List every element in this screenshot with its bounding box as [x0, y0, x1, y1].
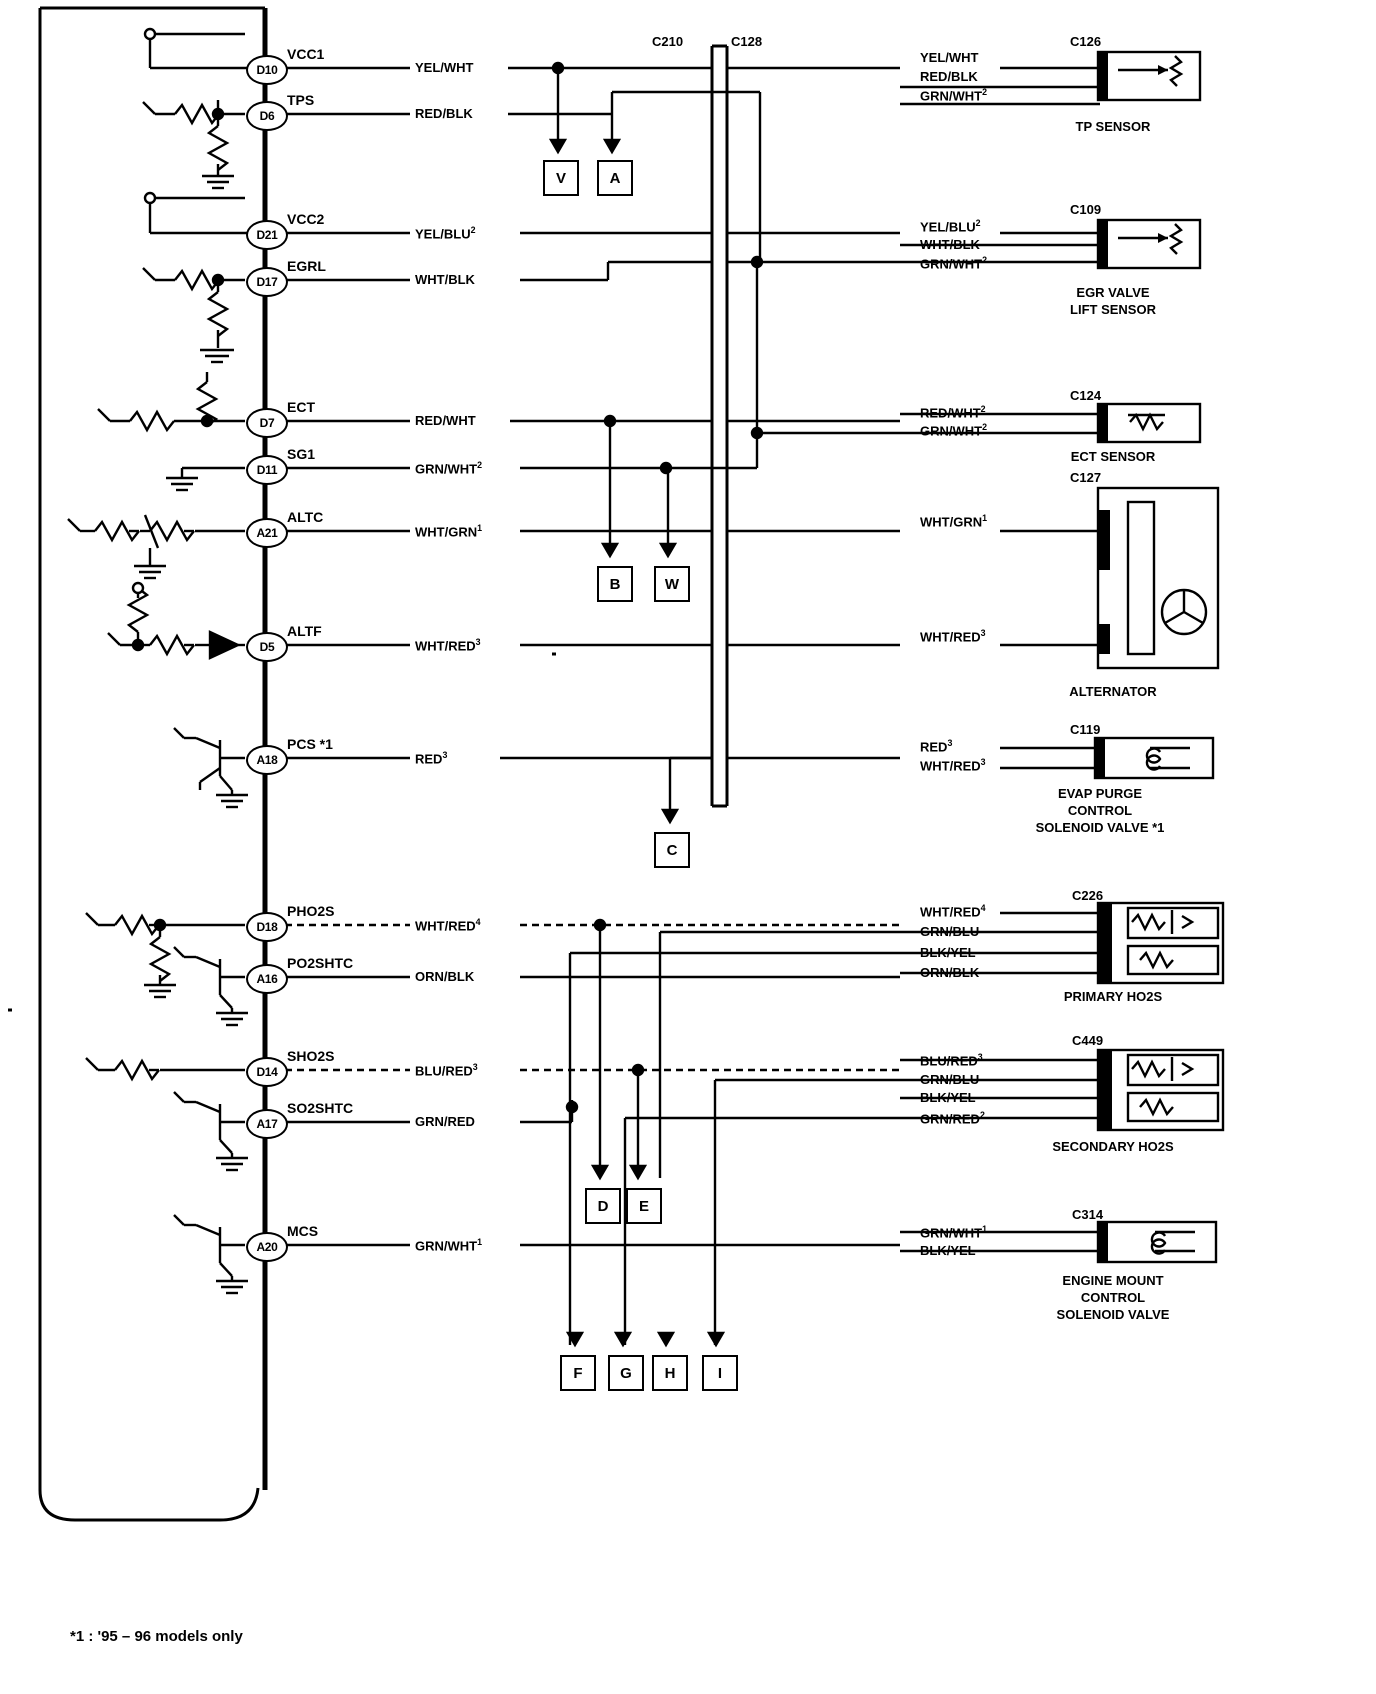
test-point-b[interactable]: B	[597, 566, 633, 602]
pin-signal-a20: MCS	[287, 1223, 319, 1239]
pin-signal-a21: ALTC	[287, 509, 324, 525]
pin-wire-a18: RED$^3$	[415, 750, 448, 767]
device-wire-label: YEL/BLU$^2$	[920, 218, 981, 235]
ecm-pin-d18[interactable]: D18	[246, 912, 288, 942]
pin-signal-a16: PO2SHTC	[287, 955, 354, 971]
device-wire-label: BLK/YEL	[920, 1090, 976, 1105]
connector-c109: C109	[1070, 202, 1102, 217]
connector-c119: C119	[1070, 722, 1101, 737]
pin-wire-d5: WHT/RED$^3$	[415, 637, 481, 654]
footnote: *1 : '95 – 96 models only	[70, 1628, 243, 1645]
ecm-pin-a17[interactable]: A17	[246, 1109, 288, 1139]
device-wire-label: RED/BLK	[920, 69, 978, 84]
pin-wire-a16: ORN/BLK	[415, 969, 475, 984]
test-point-a[interactable]: A	[597, 160, 633, 196]
test-point-f[interactable]: F	[560, 1355, 596, 1391]
connector-c449: C449	[1072, 1033, 1104, 1048]
pin-wire-a21: WHT/GRN$^1$	[415, 523, 483, 540]
pin-wire-d21: YEL/BLU$^2$	[415, 225, 476, 242]
pin-wire-d7: RED/WHT	[415, 413, 476, 428]
device-wire-label: BLK/YEL	[920, 1243, 976, 1258]
pin-signal-d17: EGRL	[287, 258, 326, 274]
ecm-pin-d21[interactable]: D21	[246, 220, 288, 250]
ecm-pin-d7[interactable]: D7	[246, 408, 288, 438]
device-wire-label: WHT/RED$^4$	[920, 903, 986, 920]
test-point-w[interactable]: W	[654, 566, 690, 602]
pin-signal-d14: SHO2S	[287, 1048, 335, 1064]
ecm-pin-d5[interactable]: D5	[246, 632, 288, 662]
device-wire-label: WHT/GRN$^1$	[920, 513, 988, 530]
ecm-pin-d14[interactable]: D14	[246, 1057, 288, 1087]
connector-c226: C226	[1072, 888, 1104, 903]
device-wire-label: WHT/RED$^3$	[920, 628, 986, 645]
device-wire-label: BLU/RED$^3$	[920, 1052, 983, 1069]
bus-label-c210: C210	[652, 34, 684, 49]
pin-wire-d14: BLU/RED$^3$	[415, 1062, 478, 1079]
ecm-pin-d17[interactable]: D17	[246, 267, 288, 297]
pin-signal-d7: ECT	[287, 399, 315, 415]
test-point-d[interactable]: D	[585, 1188, 621, 1224]
device-name-c449: SECONDARY HO2S	[1052, 1139, 1174, 1154]
test-point-i[interactable]: I	[702, 1355, 738, 1391]
ecm-pin-d11[interactable]: D11	[246, 455, 288, 485]
device-wire-label: YEL/WHT	[920, 50, 979, 65]
ecm-pin-a18[interactable]: A18	[246, 745, 288, 775]
pin-signal-d21: VCC2	[287, 211, 325, 227]
ecm-pin-d10[interactable]: D10	[246, 55, 288, 85]
pin-signal-d11: SG1	[287, 446, 316, 462]
test-point-h[interactable]: H	[652, 1355, 688, 1391]
test-point-e[interactable]: E	[626, 1188, 662, 1224]
device-wire-label: GRN/WHT$^2$	[920, 422, 988, 439]
connector-c127: C127	[1070, 470, 1102, 485]
device-name-c314: ENGINE MOUNT CONTROL SOLENOID VALVE	[1056, 1273, 1170, 1322]
pin-wire-d6: RED/BLK	[415, 106, 473, 121]
ecm-pin-a20[interactable]: A20	[246, 1232, 288, 1262]
device-wire-label: WHT/BLK	[920, 237, 980, 252]
device-name-c126: TP SENSOR	[1075, 119, 1151, 134]
pin-wire-d11: GRN/WHT$^2$	[415, 460, 483, 477]
pin-wire-d10: YEL/WHT	[415, 60, 474, 75]
test-point-g[interactable]: G	[608, 1355, 644, 1391]
bus-label-c128: C128	[731, 34, 763, 49]
pin-wire-a17: GRN/RED	[415, 1114, 475, 1129]
device-wire-label: WHT/RED$^3$	[920, 757, 986, 774]
pin-signal-d6: TPS	[287, 92, 315, 108]
device-wire-label: ORN/BLK	[920, 965, 980, 980]
pin-signal-d18: PHO2S	[287, 903, 335, 919]
device-wire-label: RED/WHT$^2$	[920, 404, 986, 421]
device-wire-label: GRN/WHT$^1$	[920, 1224, 988, 1241]
ecm-pin-d6[interactable]: D6	[246, 101, 288, 131]
pin-signal-a18: PCS *1	[287, 736, 333, 752]
connector-c314: C314	[1072, 1207, 1104, 1222]
pin-signal-a17: SO2SHTC	[287, 1100, 354, 1116]
connector-c126: C126	[1070, 34, 1102, 49]
device-wire-label: BLK/YEL	[920, 945, 976, 960]
device-name-c109: EGR VALVE LIFT SENSOR	[1070, 285, 1156, 317]
device-wire-label: GRN/BLU	[920, 924, 980, 939]
device-wire-label: RED$^3$	[920, 738, 953, 755]
pin-signal-d10: VCC1	[287, 46, 325, 62]
device-name-c226: PRIMARY HO2S	[1063, 989, 1163, 1004]
device-wire-label: GRN/BLU	[920, 1072, 980, 1087]
test-point-v[interactable]: V	[543, 160, 579, 196]
device-wire-label: GRN/WHT$^2$	[920, 87, 988, 104]
device-name-c124: ECT SENSOR	[1070, 449, 1156, 464]
device-name-c127: ALTERNATOR	[1069, 684, 1157, 699]
ecm-pin-a21[interactable]: A21	[246, 518, 288, 548]
pin-wire-a20: GRN/WHT$^1$	[415, 1237, 483, 1254]
test-point-c[interactable]: C	[654, 832, 690, 868]
connector-c124: C124	[1070, 388, 1102, 403]
ecm-pin-a16[interactable]: A16	[246, 964, 288, 994]
pin-signal-d5: ALTF	[287, 623, 322, 639]
device-name-c119: EVAP PURGE CONTROL SOLENOID VALVE *1	[1035, 786, 1165, 835]
pin-wire-d17: WHT/BLK	[415, 272, 475, 287]
device-wire-label: GRN/RED$^2$	[920, 1110, 985, 1127]
pin-wire-d18: WHT/RED$^4$	[415, 917, 481, 934]
device-wire-label: GRN/WHT$^2$	[920, 255, 988, 272]
